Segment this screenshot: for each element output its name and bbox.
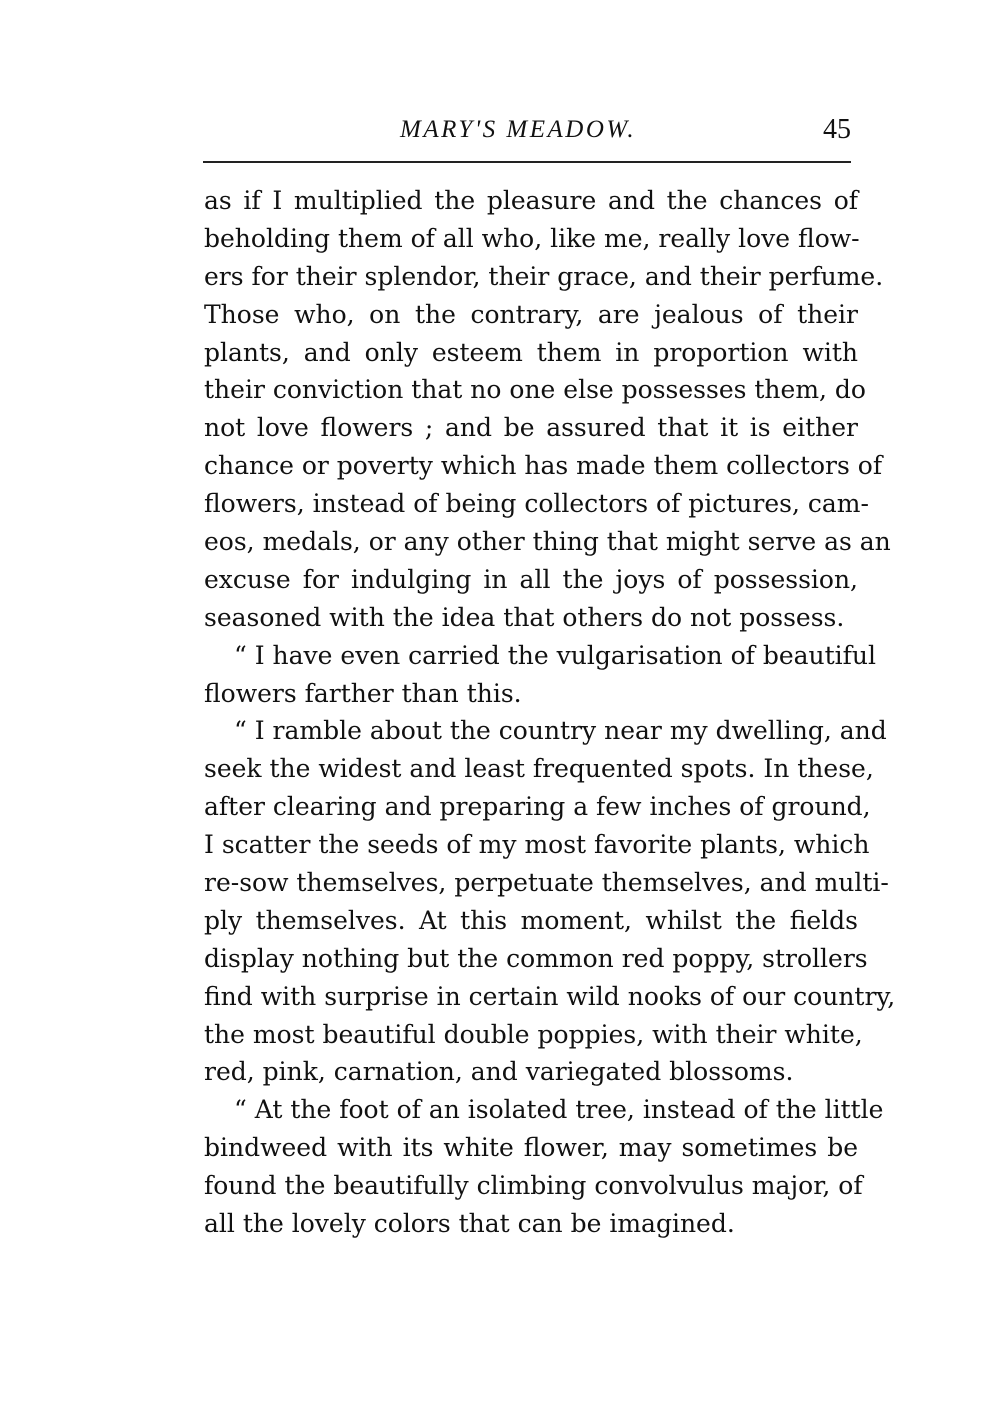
paragraph-first-line: “ I have even carried the vulgarisation of beautiful: [234, 640, 877, 670]
page-number: 45: [823, 114, 851, 145]
text-line: seasoned with the idea that others do not possess.: [204, 602, 845, 632]
text-line: seek the widest and least frequented spots. In these,: [204, 754, 874, 784]
text-line: the most beautiful double poppies, with their white,: [204, 1019, 863, 1049]
text-line: re-sow themselves, perpetuate themselves, and multi-: [204, 868, 889, 898]
text-line: eos, medals, or any other thing that might serve as an: [204, 527, 891, 557]
text-line: their conviction that no one else possesses them, do: [204, 375, 866, 405]
text-line: chance or poverty which has made them collectors of: [204, 451, 883, 481]
text-line: red, pink, carnation, and variegated blossoms.: [204, 1057, 794, 1087]
paragraph-first-line: “ At the foot of an isolated tree, instead of the little: [234, 1095, 884, 1125]
text-line: flowers farther than this.: [204, 678, 522, 708]
paragraph-first-line: “ I ramble about the country near my dwelling, and: [234, 716, 887, 746]
text-line: found the beautifully climbing convolvulus major, of: [204, 1171, 863, 1201]
text-line: flowers, instead of being collectors of pictures, cam-: [204, 489, 869, 519]
text-line: after clearing and preparing a few inches of ground,: [204, 792, 871, 822]
text-line: as if I multiplied the pleasure and the chances of: [204, 186, 858, 215]
body-text: [204, 182, 896, 1243]
text-line: bindweed with its white flower, may sometimes be: [204, 1133, 858, 1163]
text-line: all the lovely colors that can be imagined.: [204, 1209, 735, 1239]
text-line: ply themselves. At this moment, whilst the fields: [204, 905, 858, 935]
text-line: Those who, on the contrary, are jealous of their: [204, 299, 858, 329]
running-head: [203, 112, 853, 152]
running-title: MARY'S MEADOW.: [400, 116, 637, 143]
text-line: not love flowers ; and be assured that it is either: [204, 413, 858, 443]
text-line: find with surprise in certain wild nooks of our country,: [204, 981, 896, 1011]
text-line: I scatter the seeds of my most favorite plants, which: [204, 830, 870, 860]
header-rule: [203, 161, 851, 163]
text-line: excuse for indulging in all the joys of possession,: [204, 564, 858, 594]
text-line: ers for their splendor, their grace, and their perfume.: [204, 261, 884, 291]
text-line: plants, and only esteem them in proportion with: [204, 337, 858, 367]
text-line: display nothing but the common red poppy, strollers: [204, 943, 868, 973]
text-line: beholding them of all who, like me, really love flow-: [204, 223, 860, 253]
